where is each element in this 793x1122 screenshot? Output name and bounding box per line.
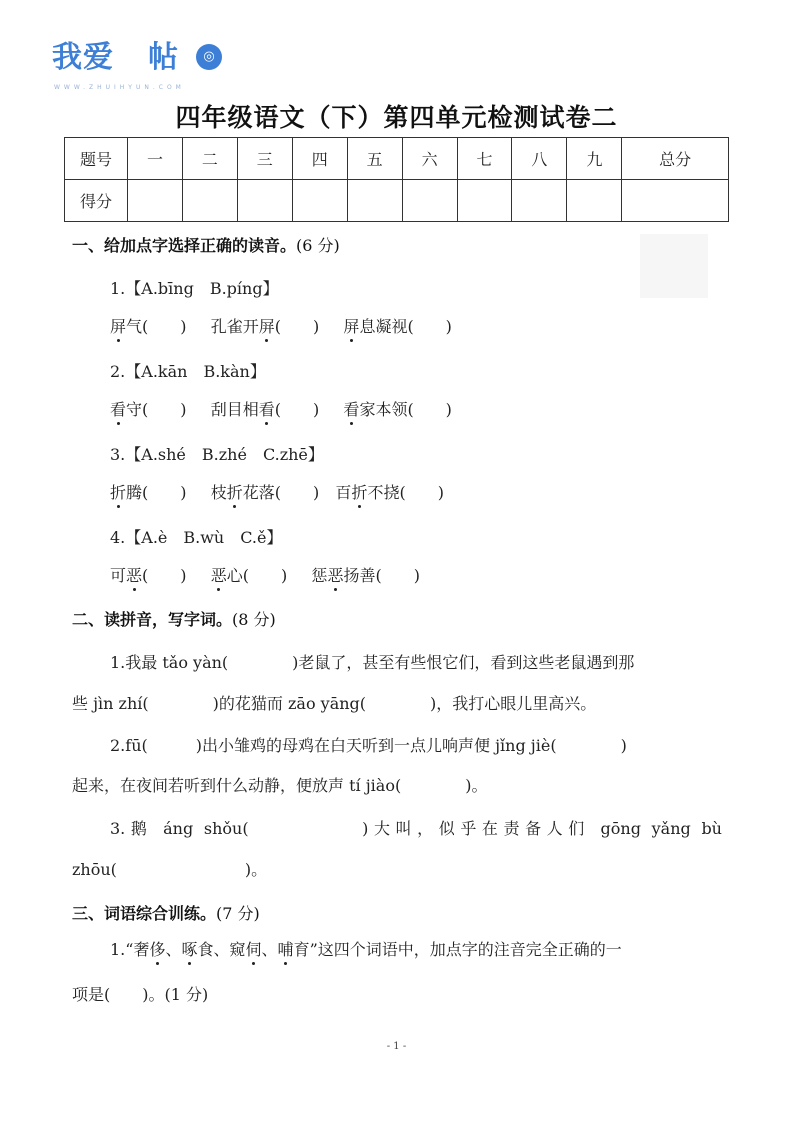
word-text: 息凝视( ) — [359, 317, 452, 336]
table-cell: 五 — [347, 138, 402, 180]
dotted-char: 侈 — [149, 937, 165, 960]
table-cell: 得分 — [65, 180, 128, 222]
table-cell: 八 — [512, 138, 567, 180]
word-text: 气( ) — [126, 317, 187, 336]
table-cell: 四 — [292, 138, 347, 180]
table-cell: 六 — [402, 138, 457, 180]
dotted-char: 屏 — [110, 314, 126, 337]
page-number: - 1 - — [386, 1041, 407, 1052]
section-points: (8 分) — [232, 610, 276, 629]
logo-url: WWW.ZHUIHYUN.COM — [54, 84, 185, 91]
word-text: 育”这四个词语中，加点字的注音完全正确的一 — [293, 940, 622, 959]
section2-line-2: 些 jìn zhí( )的花猫而 zāo yāng( )，我打心眼儿里高兴。 — [72, 694, 597, 713]
logo-badge-icon: ◎ — [196, 44, 222, 70]
section2-line-4: 起来，在夜间若听到什么动静，便放声 tí jiào( )。 — [72, 776, 488, 795]
score-cell[interactable] — [512, 180, 567, 222]
dotted-char: 伺 — [246, 937, 262, 960]
table-cell: 题号 — [65, 138, 128, 180]
score-table-score-row — [65, 180, 729, 222]
decorative-box — [640, 234, 708, 298]
dotted-char: 屏 — [259, 314, 275, 337]
score-cell[interactable] — [457, 180, 512, 222]
table-cell: 七 — [457, 138, 512, 180]
score-cell[interactable] — [237, 180, 292, 222]
q3-words — [110, 480, 444, 503]
dotted-char: 恶 — [327, 563, 343, 586]
section-heading-text: 二、读拼音，写字词。 — [72, 610, 233, 629]
table-cell: 三 — [237, 138, 292, 180]
word-text: 可 — [110, 566, 127, 585]
q1-options: 1.【A.bīng B.píng】 — [110, 279, 279, 298]
score-table — [64, 137, 729, 222]
section-points: (7 分) — [216, 904, 260, 923]
word-text: 花落( ) — [242, 483, 320, 502]
section-2-heading — [72, 607, 276, 630]
word-text: 刮目相 — [210, 400, 259, 419]
word-text: 、 — [165, 940, 182, 959]
q2-options: 2.【A.kān B.kàn】 — [110, 362, 266, 381]
dotted-char: 折 — [351, 480, 367, 503]
dotted-char: 屏 — [343, 314, 359, 337]
dotted-char: 啄 — [181, 937, 197, 960]
score-cell[interactable] — [292, 180, 347, 222]
word-text: 不挠( ) — [367, 483, 444, 502]
section3-q1-line-2: 项是( )。(1 分) — [72, 985, 209, 1004]
word-text: ( ) — [274, 317, 320, 336]
section2-line-1: 1.我最 tǎo yàn( )老鼠了，甚至有些恨它们，看到这些老鼠遇到那 — [110, 653, 635, 672]
word-text: 腾( ) — [126, 483, 187, 502]
dotted-char: 恶 — [126, 563, 142, 586]
dotted-char: 看 — [343, 397, 359, 420]
section-heading-text: 一、给加点字选择正确的读音。 — [72, 236, 297, 255]
q4-words — [110, 563, 420, 586]
dotted-char: 折 — [110, 480, 126, 503]
word-text: 守( ) — [126, 400, 187, 419]
logo — [52, 38, 232, 100]
word-text: 孔雀开 — [210, 317, 259, 336]
table-cell: 一 — [128, 138, 183, 180]
table-cell: 二 — [182, 138, 237, 180]
word-text: 枝 — [210, 483, 227, 502]
section2-line-3: 2.fū( )出小雏鸡的母鸡在白天听到一点儿响声便 jǐng jiè( ) — [110, 736, 627, 755]
dotted-char: 看 — [259, 397, 275, 420]
word-text: 扬善( ) — [343, 566, 420, 585]
dotted-char: 折 — [227, 480, 243, 503]
section-points: (6 分) — [296, 236, 340, 255]
word-text: ( ) — [142, 566, 187, 585]
word-text: ( ) — [274, 400, 320, 419]
section3-q1-line-1 — [110, 937, 622, 960]
section-heading-text: 三、词语综合训练。 — [72, 904, 217, 923]
q4-options: 4.【A.è B.wù C.ě】 — [110, 528, 283, 547]
page-title: 四年级语文（下）第四单元检测试卷二 — [175, 103, 618, 132]
score-cell[interactable] — [567, 180, 622, 222]
word-text: 家本领( ) — [359, 400, 452, 419]
logo-text: 我爱 帖 — [52, 40, 179, 75]
section-3-heading — [72, 901, 260, 924]
score-cell[interactable] — [128, 180, 183, 222]
table-cell: 九 — [567, 138, 622, 180]
score-cell[interactable] — [402, 180, 457, 222]
dotted-char: 看 — [110, 397, 126, 420]
score-cell[interactable] — [182, 180, 237, 222]
dotted-char: 哺 — [278, 937, 294, 960]
section2-line-6: zhōu( )。 — [72, 860, 268, 879]
word-text: 心( ) — [226, 566, 288, 585]
word-text: 1.“奢 — [110, 940, 150, 959]
score-cell[interactable] — [347, 180, 402, 222]
q2-words — [110, 397, 452, 420]
q3-options: 3.【A.shé B.zhé C.zhē】 — [110, 445, 324, 464]
word-text: 、 — [261, 940, 278, 959]
section-1-heading — [72, 233, 340, 256]
word-text: 食、窥 — [197, 940, 246, 959]
table-cell: 总分 — [622, 138, 729, 180]
score-cell[interactable] — [622, 180, 729, 222]
word-text: 百 — [335, 483, 352, 502]
section2-line-5: 3.鹅 áng shǒu( )大叫，似乎在责备人们 gōng yǎng bù — [110, 819, 722, 838]
word-text: 惩 — [311, 566, 328, 585]
score-table-header-row — [65, 138, 729, 180]
q1-words — [110, 314, 452, 337]
dotted-char: 恶 — [211, 563, 227, 586]
